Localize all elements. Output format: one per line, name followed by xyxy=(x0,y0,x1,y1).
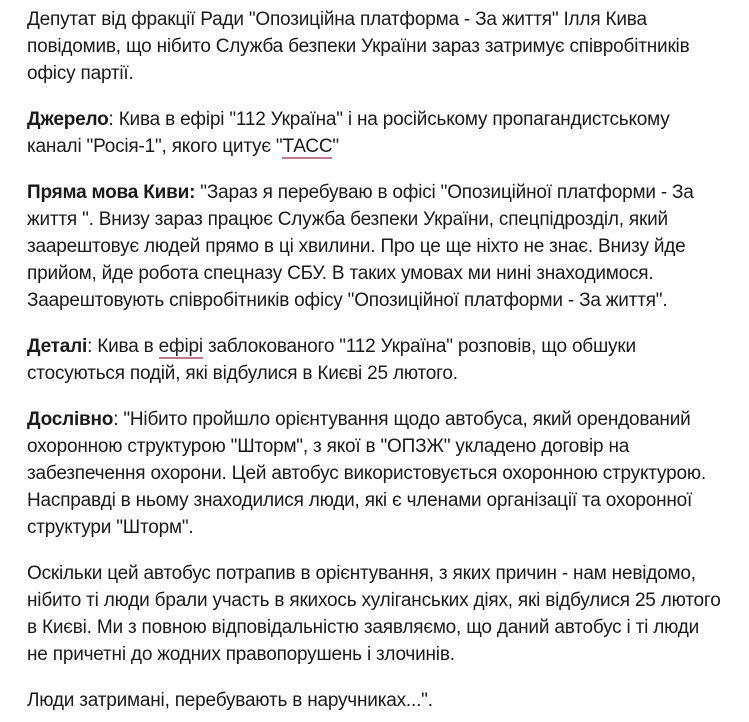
paragraph-lead-verbatim: Дослівно xyxy=(27,409,114,430)
paragraph-text: Люди затримані, перебувають в наручниках...". xyxy=(27,690,433,711)
paragraph-source xyxy=(27,106,723,160)
paragraph-verbatim xyxy=(27,406,723,541)
paragraph-text: " xyxy=(332,136,339,157)
paragraph-text: заблокованого "112 Україна" розповів, що обшуки стосуються подій, які відбулися в Києві 25 лютого. xyxy=(27,336,636,384)
paragraph-text: : Кива в ефірі "112 Україна" і на російському пропагандистському каналі "Росія-1", якого цитує " xyxy=(27,109,670,157)
paragraph-closing xyxy=(27,687,723,714)
inline-link-tass[interactable]: ТАСС xyxy=(282,136,333,157)
paragraph-lead-source: Джерело xyxy=(27,109,109,130)
paragraph-quote xyxy=(27,179,723,314)
paragraph-lead-details: Деталі xyxy=(27,336,88,357)
paragraph-details xyxy=(27,333,723,387)
paragraph-text: Оскільки цей автобус потрапив в орієнтування, з яких причин - нам невідомо, нібито ті люди брали участь в якихось хуліганських діях, які відбулися 25 лютого в Києві. Ми з повною відповідальністю заявляємо, що даний автобус і ті люди не причетні до жодних правопорушень і злочинів. xyxy=(27,563,721,665)
paragraph-text: : "Нібито пройшло орієнтування щодо автобуса, який орендований охоронною структурою "Шторм", з якої в "ОПЗЖ" укладено договір на забезпечення охорони. Цей автобус використовується охоронною структурою. Насправді в ньому знаходилися люди, які є членами організації та охоронної структури "Шторм". xyxy=(27,409,712,538)
paragraph-intro xyxy=(27,6,723,87)
paragraph-text: Депутат від фракції Ради "Опозиційна платформа - За життя" Ілля Кива повідомив, що нібито Служба безпеки України зараз затримує співробітників офісу партії. xyxy=(27,9,690,84)
paragraph-text: "Зараз я перебуваю в офісі "Опозиційної платформи - За життя ". Внизу зараз працює Служба безпеки України, спецпідрозділ, який заарештовує людей прямо в ці хвилини. Про це ще ніхто не знає. Внизу йде прийом, йде робота спецназу СБУ. В таких умовах ми нині знаходимося. Заарештовують співробітників офісу "Опозиційної платформи - За життя". xyxy=(27,182,694,311)
paragraph-continuation xyxy=(27,560,723,668)
inline-link-efiri[interactable]: ефірі xyxy=(158,336,203,357)
paragraph-text: : Кива в xyxy=(87,336,159,357)
paragraph-lead-direct-speech: Пряма мова Киви: xyxy=(27,182,196,203)
